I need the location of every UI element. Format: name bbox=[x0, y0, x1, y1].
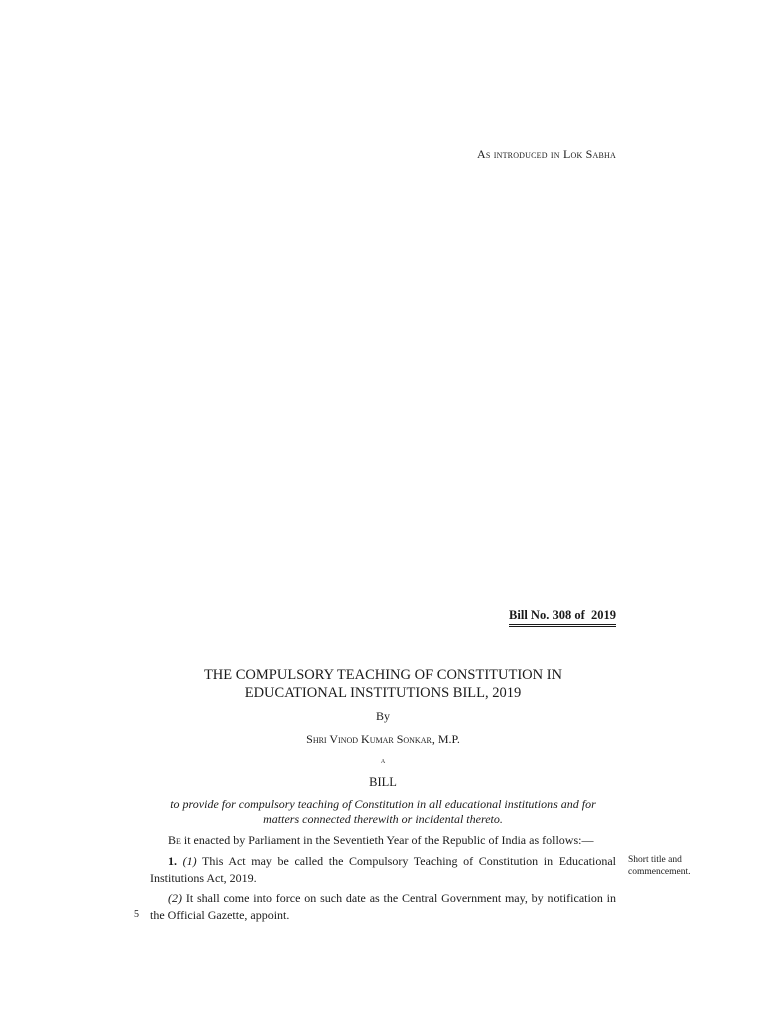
bill-title bbox=[150, 666, 616, 702]
bill-heading: BILL bbox=[369, 775, 397, 789]
author-name: Shri Vinod Kumar Sonkar, M.P. bbox=[306, 732, 460, 746]
section-1-subsection-2 bbox=[150, 890, 616, 924]
purpose-line-2: matters connected therewith or incidental thereto. bbox=[263, 812, 503, 826]
introduced-in-lok-sabha: As introduced in Lok Sabha bbox=[477, 147, 616, 161]
enacting-clause bbox=[150, 832, 616, 849]
section-1-subsection-1 bbox=[150, 853, 616, 887]
subsection-2-marker: (2) bbox=[168, 891, 182, 905]
bill-number: Bill No. 308 of 2019 bbox=[509, 608, 616, 627]
subsection-1-text: This Act may be called the Compulsory Teaching of Constitution in Educational Institutions Act, 2019. bbox=[150, 854, 617, 885]
purpose-line-1: to provide for compulsory teaching of Constitution in all educational institutions and for bbox=[170, 797, 596, 811]
section-number: 1. bbox=[168, 854, 177, 868]
line-number: 5 bbox=[134, 909, 139, 920]
by-label: By bbox=[375, 709, 390, 723]
enacting-clause-text: it enacted by Parliament in the Seventieth Year of the Republic of India as follows:— bbox=[180, 833, 594, 847]
bill-title-line-1: THE COMPULSORY TEACHING OF CONSTITUTION IN bbox=[203, 667, 563, 683]
marginal-note bbox=[628, 855, 718, 878]
article-a: a bbox=[380, 755, 386, 765]
marginal-note-line-1: Short title and bbox=[628, 855, 682, 865]
enacting-clause-lead: Be bbox=[168, 833, 181, 847]
subsection-1-marker: (1) bbox=[182, 854, 197, 868]
bill-title-line-2: EDUCATIONAL INSTITUTIONS BILL, 2019 bbox=[244, 685, 522, 701]
bill-purpose bbox=[150, 797, 616, 827]
subsection-2-text: It shall come into force on such date as the Central Government may, by notification in the Official Gazette, appoint. bbox=[150, 891, 616, 922]
marginal-note-line-2: commencement. bbox=[628, 866, 691, 877]
